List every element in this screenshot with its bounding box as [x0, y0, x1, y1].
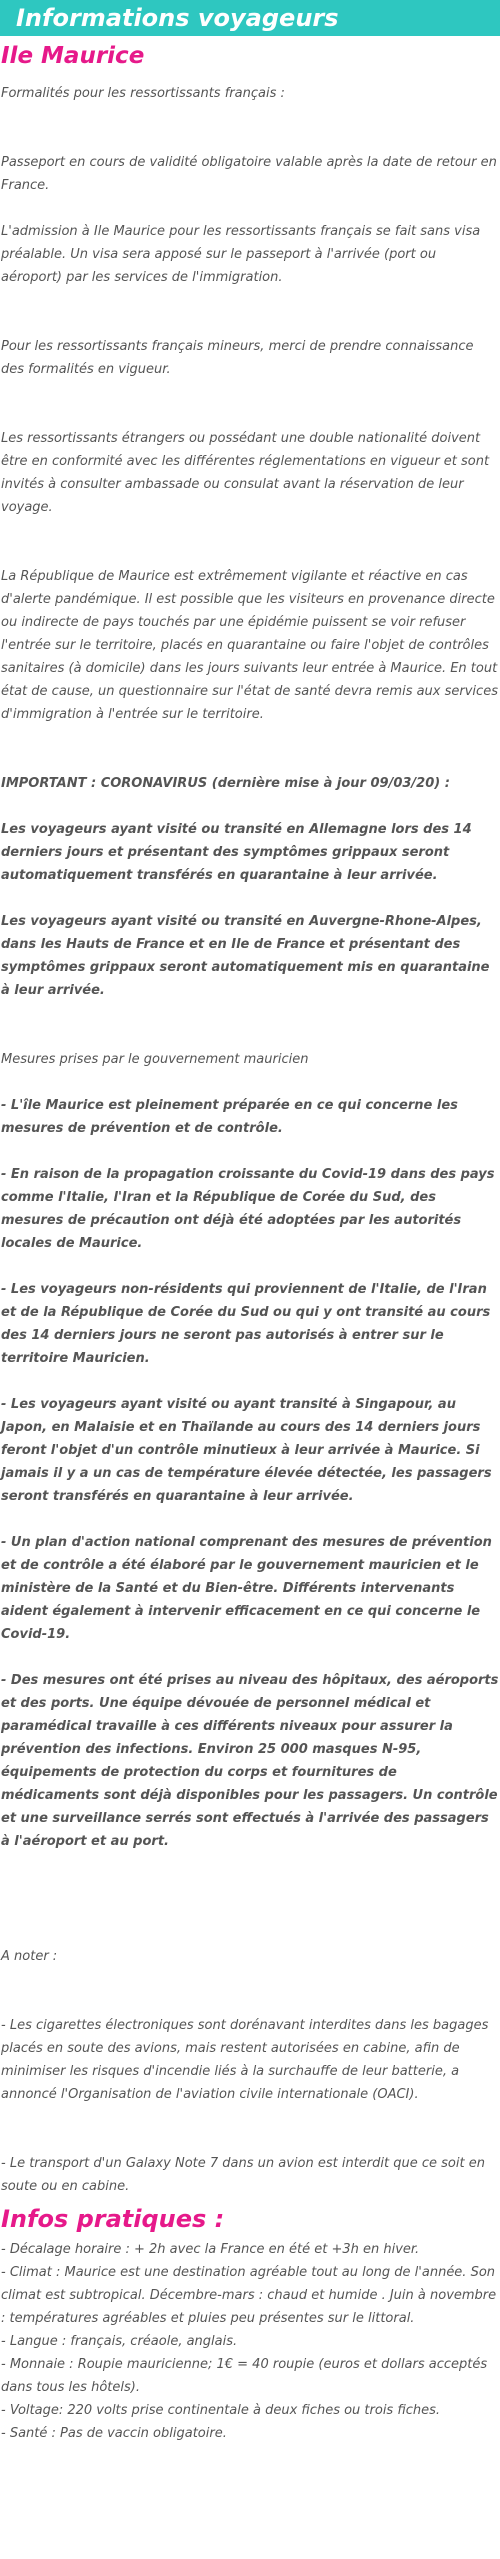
formalities-section — [0, 82, 500, 2198]
practical-list — [0, 2238, 500, 2445]
banner-title: Informations voyageurs — [16, 4, 339, 32]
pandemic-notice: La République de Maurice est extrêmement vigilante et réactive en cas d'alerte pandémique. Il est possible que les visiteurs en provenance directe ou indirecte de pays touchés par une épidémie puissent se voir refuser l'entrée sur le territoire, placés en quarantaine ou faire l'objet de contrôles sanitaires (à domicile) dans les jours suivants leur entrée à Maurice. En tout état de cause, un questionnaire sur l'état de santé devra remis aux services d'immigration à l'entrée sur le territoire. — [1, 569, 498, 722]
measure-item: - Des mesures ont été prises au niveau des hôpitaux, des aéroports et des ports. Une équipe dévouée de personnel médical et paramédical travaille à ces différents niveaux pour assurer la prévention des infections. Environ 25 000 masques N-95, équipements de protection du corps et fournitures de médicaments sont déjà disponibles pour les passagers. Un contrôle et une surveillance serrés sont effectués à l'arrivée des passagers à l'aéroport et au port. — [1, 1673, 499, 1849]
practical-item: - Voltage: 220 volts prise continentale à deux fiches ou trois fiches. — [1, 2403, 441, 2418]
practical-item: - Monnaie : Roupie mauricienne; 1€ = 40 roupie (euros et dollars acceptés dans tous les hôtels). — [1, 2357, 488, 2395]
practical-item: - Santé : Pas de vaccin obligatoire. — [1, 2426, 227, 2441]
measure-item: - En raison de la propagation croissante du Covid-19 dans des pays comme l'Italie, l'Iran et la République de Corée du Sud, des mesures de précaution ont déjà été adoptées par les autorités locales de Maurice. — [1, 1167, 495, 1251]
coronavirus-heading: IMPORTANT : CORONAVIRUS (dernière mise à jour 09/03/20) : — [1, 776, 450, 791]
notes-heading: A noter : — [1, 1949, 58, 1964]
coronavirus-germany: Les voyageurs ayant visité ou transité en Allemagne lors des 14 derniers jours et présentant des symptômes grippaux seront automatiquement transférés en quarantaine à leur arrivée. — [1, 822, 472, 883]
measure-item: - Un plan d'action national comprenant des mesures de prévention et de contrôle a été élaboré par le gouvernement mauricien et le ministère de la Santé et du Bien-être. Différents intervenants aident également à intervenir efficacement en ce qui concerne le Covid-19. — [1, 1535, 492, 1642]
practical-item: - Décalage horaire : + 2h avec la France en été et +3h en hiver. — [1, 2242, 420, 2257]
measure-item: - Les voyageurs non-résidents qui proviennent de l'Italie, de l'Iran et de la République de Corée du Sud ou qui y ont transité au cours des 14 derniers jours ne seront pas autorisés à entrer sur le territoire Mauricien. — [1, 1282, 491, 1366]
country-title: Ile Maurice — [1, 43, 145, 69]
measure-item: - Les voyageurs ayant visité ou ayant transité à Singapour, au Japon, en Malaisie et en Thaïlande au cours des 14 derniers jours feront l'objet d'un contrôle minutieux à leur arrivée à Maurice. Si jamais il y a un cas de température élevée détectée, les passagers seront transférés en quarantaine à leur arrivée. — [1, 1397, 492, 1504]
note-galaxy: - Le transport d'un Galaxy Note 7 dans un avion est interdit que ce soit en soute ou en cabine. — [1, 2156, 485, 2194]
minors-notice: Pour les ressortissants français mineurs, merci de prendre connaissance des formalités en vigueur. — [1, 339, 474, 377]
practical-item: - Climat : Maurice est une destination agréable tout au long de l'année. Son climat est subtropical. Décembre-mars : chaud et humide . Juin à novembre : températures agréables et pluies peu présentes sur le littoral. — [1, 2265, 497, 2326]
page-banner — [0, 0, 500, 36]
note-cigarettes: - Les cigarettes électroniques sont dorénavant interdites dans les bagages placés en soute des avions, mais restent autorisées en cabine, afin de minimiser les risques d'incendie liés à la surchauffe de leur batterie, a annoncé l'Organisation de l'aviation civile internationale (OACI). — [1, 2018, 489, 2102]
practical-title: Infos pratiques : — [1, 2205, 225, 2233]
foreigners-notice: Les ressortissants étrangers ou possédant une double nationalité doivent être en conformité avec les différentes réglementations en vigueur et sont invités à consulter ambassade ou consulat avant la réservation de leur voyage. — [1, 431, 490, 515]
coronavirus-france: Les voyageurs ayant visité ou transité en Auvergne-Rhone-Alpes, dans les Hauts de France et en Ile de France et présentant des symptômes grippaux seront automatiquement mis en quarantaine à leur arrivée. — [1, 914, 490, 998]
formalities-intro: Formalités pour les ressortissants français : — [1, 86, 285, 101]
measure-item: - L'île Maurice est pleinement préparée en ce qui concerne les mesures de prévention et de contrôle. — [1, 1098, 458, 1136]
measures-heading: Mesures prises par le gouvernement mauricien — [1, 1052, 309, 1067]
practical-item: - Langue : français, créaole, anglais. — [1, 2334, 238, 2349]
visa-admission: L'admission à Ile Maurice pour les ressortissants français se fait sans visa préalable. Un visa sera apposé sur le passeport à l'arrivée (port ou aéroport) par les services de l'immigration. — [1, 224, 481, 285]
passport-requirement: Passeport en cours de validité obligatoire valable après la date de retour en France. — [1, 155, 497, 193]
